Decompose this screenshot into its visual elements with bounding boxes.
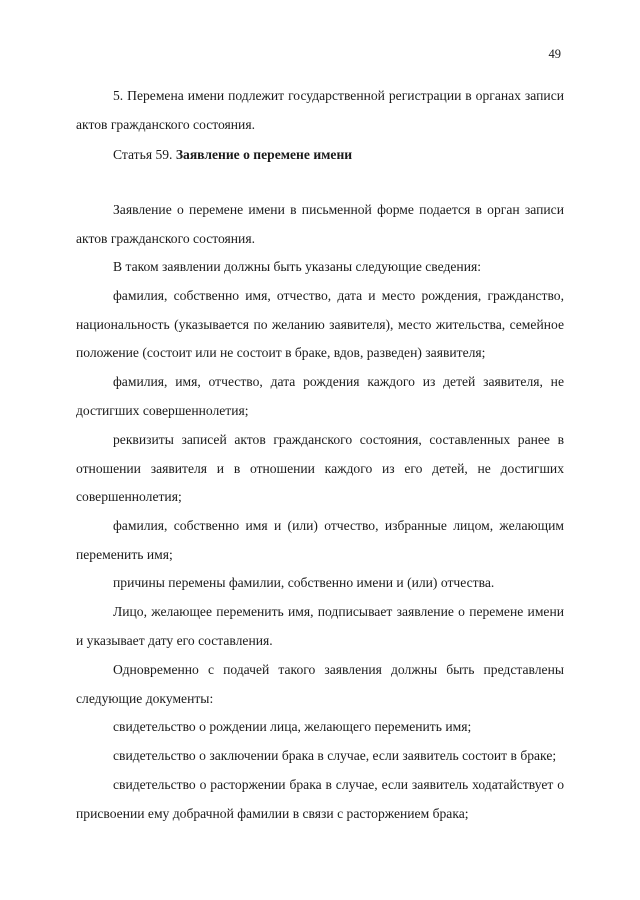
text-line: национальность (указывается по желанию заявителя), место жительства, семейное (76, 316, 564, 332)
text-line: переменить имя; (76, 546, 173, 562)
paragraph-signature (76, 598, 564, 655)
paragraph-divorce-certificate (76, 771, 564, 828)
paragraph-applicant-details (76, 282, 564, 368)
text-line: свидетельство о заключении брака в случае, если заявитель состоит в браке; (113, 748, 557, 763)
text-line: фамилия, имя, отчество, дата рождения каждого из детей заявителя, не (113, 374, 564, 389)
text-line: фамилия, собственно имя и (или) отчество, избранные лицом, желающим (113, 518, 564, 533)
text-line: В таком заявлении должны быть указаны следующие сведения: (113, 259, 482, 274)
text-line: и указывает дату его составления. (76, 632, 273, 648)
text-line: отношении заявителя и в отношении каждого из его детей, не достигших (76, 460, 564, 476)
paragraph-chosen-name (76, 512, 564, 569)
page-number: 49 (548, 47, 561, 61)
text-line: Одновременно с подачей такого заявления должны быть представлены (113, 662, 564, 677)
text-line: реквизиты записей актов гражданского состояния, составленных ранее в (113, 432, 564, 447)
text-line: актов гражданского состояния. (76, 230, 255, 246)
text-line: положение (состоит или не состоит в браке, вдов, разведен) заявителя; (76, 345, 486, 361)
paragraph-documents-intro (76, 656, 564, 713)
paragraph-application-form (76, 196, 564, 253)
text-line: свидетельство о расторжении брака в случае, если заявитель ходатайствует о (113, 777, 564, 792)
paragraph-birth-certificate (76, 713, 564, 742)
paragraph-required-info (76, 253, 564, 282)
text-line: присвоении ему добрачной фамилии в связи с расторжением брака; (76, 805, 469, 821)
text-line: причины перемены фамилии, собственно имени и (или) отчества. (113, 575, 495, 590)
paragraph-change-reasons (76, 569, 564, 598)
article-heading (113, 141, 352, 169)
text-line: 5. Перемена имени подлежит государственной регистрации в органах записи (113, 88, 564, 103)
article-number: Статья 59. (113, 147, 176, 162)
article-title: Заявление о перемене имени (175, 147, 353, 162)
text-line: фамилия, собственно имя, отчество, дата и место рождения, гражданство, (113, 288, 564, 303)
paragraph-marriage-certificate (76, 742, 564, 771)
paragraph-children-details (76, 368, 564, 425)
paragraph-name-change-registration (76, 82, 564, 139)
text-line: Заявление о перемене имени в письменной форме подается в орган записи (113, 202, 564, 217)
text-line: совершеннолетия; (76, 489, 182, 505)
paragraph-record-details (76, 426, 564, 512)
text-line: актов гражданского состояния. (76, 116, 255, 132)
text-line: Лицо, желающее переменить имя, подписывает заявление о перемене имени (113, 604, 564, 619)
text-line: достигших совершеннолетия; (76, 402, 249, 418)
text-line: следующие документы: (76, 690, 214, 706)
text-line: свидетельство о рождении лица, желающего переменить имя; (113, 719, 472, 734)
